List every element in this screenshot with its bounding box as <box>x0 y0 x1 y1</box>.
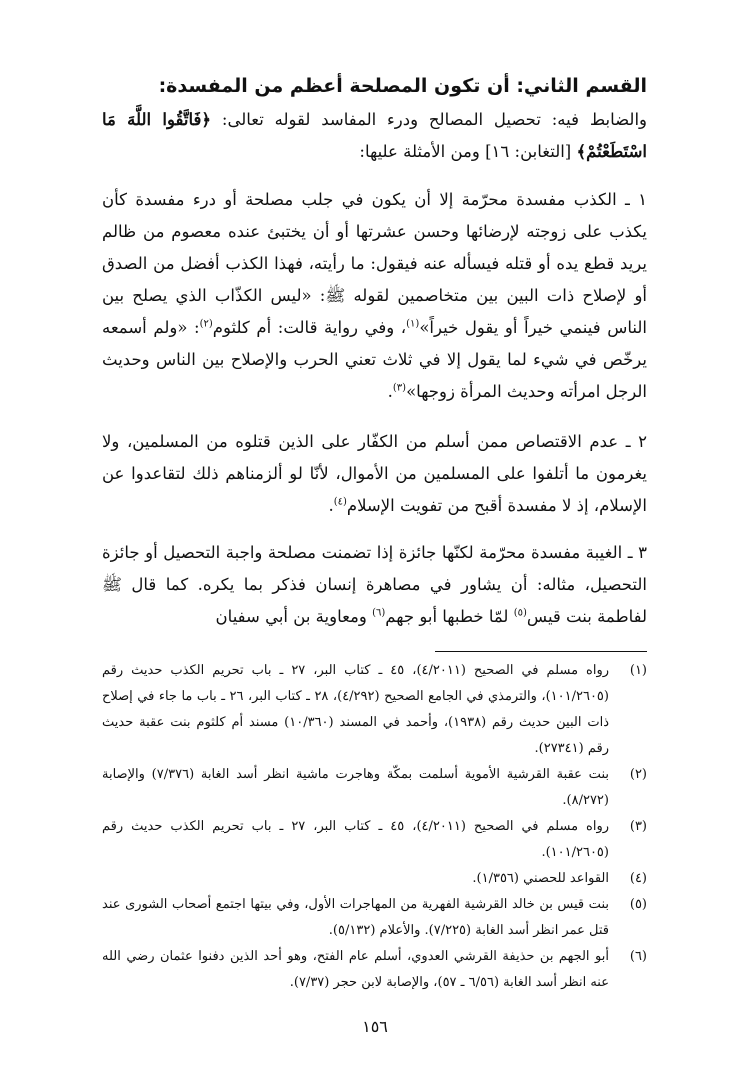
paragraph-text: . <box>328 496 334 515</box>
paragraph-3 <box>102 537 647 633</box>
footnote-3 <box>102 814 647 866</box>
paragraph-text: ١ ـ الكذب مفسدة محرّمة إلا أن يكون في جلب مصلحة أو درء مفسدة كأن يكذب على زوجته لإرضائها وحسن عشرتها أو أن يختبئ عنده معصوم من ظالم يريد قطع يده أو قتله فيسأله عنه فيقول: ما رأيته، فهذا الكذب أفضل من الصدق أو لإصلاح ذات البين بين متخاصمين لقوله ﷺ: «ليس الكذّاب الذي يصلح بين الناس فينمي خيراً أو يقول خيراً» <box>102 190 647 337</box>
footnote-6 <box>102 944 647 996</box>
paragraph-text: . <box>387 382 393 401</box>
intro-paragraph <box>102 104 647 168</box>
footnote-number: (٢) <box>629 767 647 782</box>
paragraph-text: : «ولم أسمعه يرخّص في شيء لما يقول إلا في ثلاث تعني الحرب والإصلاح بين الناس وحديث الرجل امرأته وحديث المرأة زوجها» <box>102 318 647 401</box>
paragraph-text: ومعاوية بن أبي سفيان <box>215 607 373 626</box>
footnote-number: (١) <box>629 663 647 678</box>
intro-text: والضابط فيه: تحصيل المصالح ودرء المفاسد لقوله تعالى: <box>211 110 647 129</box>
footnote-5 <box>102 892 647 944</box>
footnotes-list <box>102 658 647 996</box>
footnote-1 <box>102 658 647 762</box>
footnote-ref-5: (٥) <box>513 607 527 619</box>
footnote-text: رواه مسلم في الصحيح (٤/٢٠١١)، ٤٥ ـ كتاب البر، ٢٧ ـ باب تحريم الكذب حديث رقم (١٠١/٢٦٠٥)، والترمذي في الجامع الصحيح (٤/٢٩٢)، ٢٨ ـ كتاب البر، ٢٦ ـ باب ما جاء في إصلاح ذات البين حديث رقم (١٩٣٨)، وأحمد في المسند (١٠/٣٦٠) مسند أم كلثوم بنت عقبة حديث رقم (٢٧٣٤١). <box>102 663 610 756</box>
paragraph-2 <box>102 426 647 522</box>
footnote-text: بنت عقبة القرشية الأموية أسلمت بمكّة وهاجرت ماشية انظر أسد الغابة (٧/٣٧٦) والإصابة (٨/٢٧٢). <box>102 767 609 808</box>
footnote-number: (٦) <box>629 949 647 964</box>
intro-citation: [التغابن: ١٦] ومن الأمثلة عليها: <box>359 142 577 161</box>
footnote-text: أبو الجهم بن حذيفة القرشي العدوي، أسلم عام الفتح، وهو أحد الذين دفنوا عثمان رضي الله عنه انظر أسد الغابة (٦/٥٦ ـ ٥٧)، والإصابة لابن حجر (٧/٣٧). <box>102 949 609 990</box>
paragraph-text: ٢ ـ عدم الاقتصاص ممن أسلم من الكفّار على الذين قتلوه من المسلمين، ولا يغرمون ما أتلفوا على المسلمين من الأموال، لأنّا لو ألزمناهم ذلك لتقاعدوا عن الإسلام، إذ لا مفسدة أقبح من تفويت الإسلام <box>102 432 647 515</box>
paragraph-1 <box>102 184 647 408</box>
quran-verse: ﴿فَاتَّقُوا اللَّهَ مَا اسْتَطَعْتُمْ﴾ <box>102 110 647 161</box>
paragraph-text: لمّا خطبها أبو جهم <box>385 607 514 626</box>
footnote-ref-4: (٤) <box>333 496 347 508</box>
footnote-ref-3: (٣) <box>392 382 407 394</box>
footnote-number: (٤) <box>629 871 647 886</box>
section-title: القسم الثاني: أن تكون المصلحة أعظم من المفسدة: <box>158 75 647 97</box>
footnote-text: بنت قيس بن خالد القرشية الفهرية من المهاجرات الأول، وفي بيتها اجتمع أصحاب الشورى عند قتل عمر انظر أسد الغابة (٧/٢٢٥). والأعلام (٥/١٣٢). <box>102 897 609 938</box>
footnote-4 <box>102 866 647 892</box>
footnote-divider <box>435 651 647 652</box>
footnote-number: (٥) <box>629 897 647 912</box>
footnote-2 <box>102 762 647 814</box>
footnote-number: (٣) <box>629 819 647 834</box>
footnote-text: رواه مسلم في الصحيح (٤/٢٠١١)، ٤٥ ـ كتاب البر، ٢٧ ـ باب تحريم الكذب حديث رقم (١٠١/٢٦٠٥). <box>102 819 610 860</box>
footnote-text: القواعد للحصني (١/٣٥٦). <box>472 871 609 886</box>
footnote-ref-6: (٦) <box>372 607 386 619</box>
paragraph-text: ، وفي رواية قالت: أم كلثوم <box>212 318 407 337</box>
paragraph-text: ٣ ـ الغيبة مفسدة محرّمة لكنّها جائزة إذا تضمنت مصلحة واجبة التحصيل أو جائزة التحصيل، مثاله: أن يشاور في مصاهرة إنسان فذكر بما يكره. كما قال ﷺ لفاطمة بنت قيس <box>102 543 647 626</box>
page-number: ١٥٦ <box>362 1017 388 1036</box>
footnote-ref-2: (٢) <box>199 318 213 330</box>
footnote-ref-1: (١) <box>406 318 420 330</box>
